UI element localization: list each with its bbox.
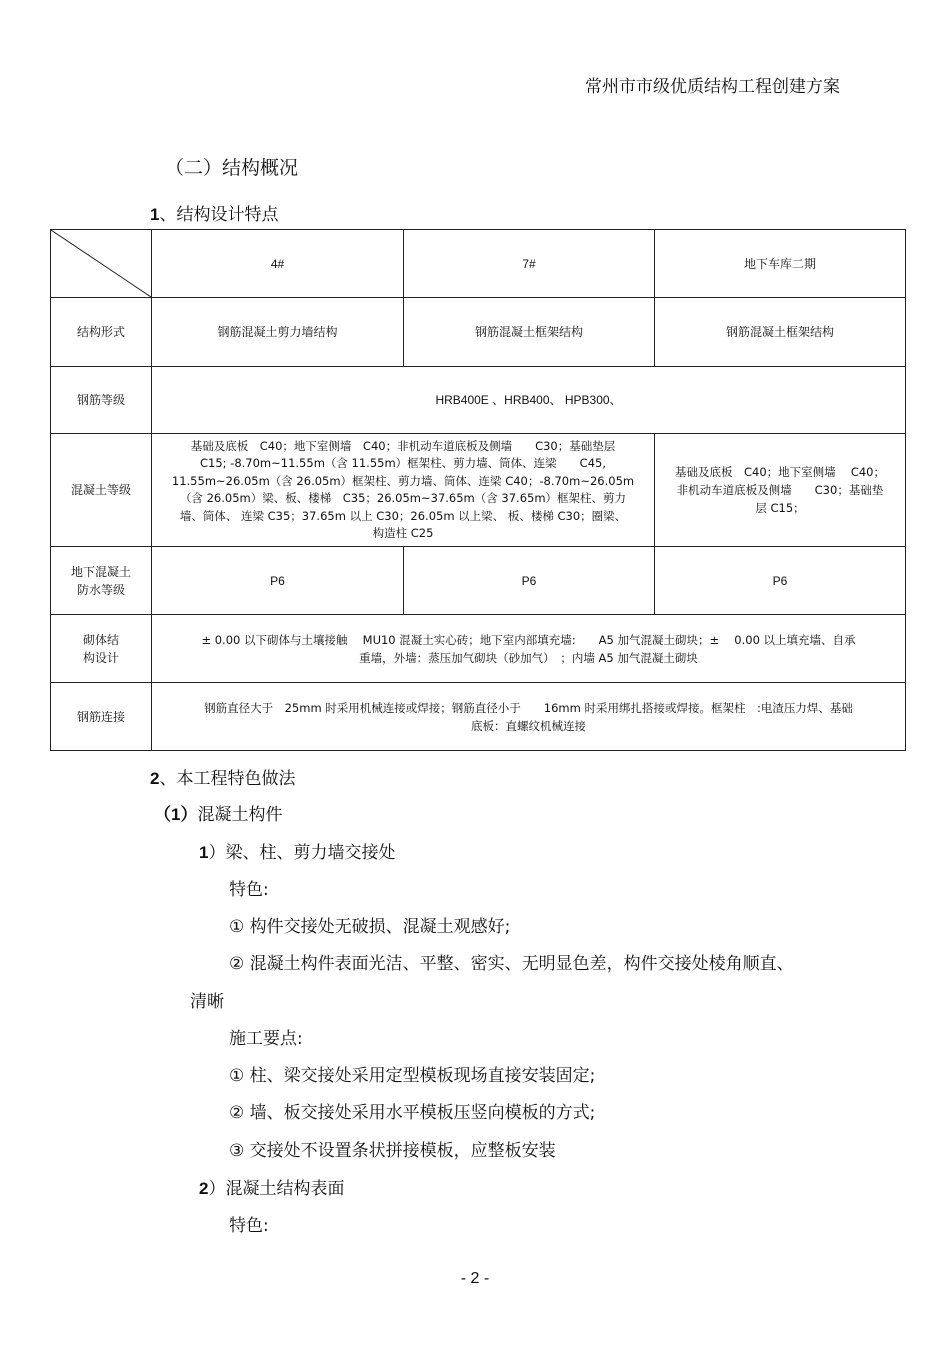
masonry-line: ± 0.00 以下砌体与土壤接触 MU10 混凝土实心砖；地下室内部填充墙: A5 加气混凝土砌块；± 0.00 以上填充墙、自承 bbox=[201, 632, 856, 647]
cell-concrete-grade-4-7 bbox=[152, 434, 655, 547]
row-label-masonry-design bbox=[51, 615, 152, 683]
concrete-line: 11.55m~26.05m（含 26.05m）框架柱、剪力墙、筒体、连梁 C40；-8.70m~26.05m bbox=[171, 473, 635, 488]
table-row-rebar-connection bbox=[51, 683, 906, 751]
cell-masonry-design bbox=[152, 615, 906, 683]
item-1-heading bbox=[154, 800, 282, 825]
table-row-structure-form bbox=[51, 298, 906, 367]
subsection-1-number: 1 bbox=[150, 205, 160, 224]
subsection-2-number: 2 bbox=[150, 769, 160, 788]
cell-waterproof-garage: P6 bbox=[655, 547, 906, 615]
column-header-7: 7# bbox=[404, 230, 655, 298]
item-1-number: （1） bbox=[154, 805, 198, 824]
structure-design-table bbox=[50, 229, 906, 751]
row-label-line: 砌体结 bbox=[82, 632, 119, 647]
concrete-line: 构造柱 C25 bbox=[372, 526, 434, 540]
feature-label-2: 特色: bbox=[229, 1216, 269, 1236]
sub-a-text: ）梁、柱、剪力墙交接处 bbox=[208, 843, 396, 863]
row-label-line: 地下混凝土 bbox=[70, 564, 131, 579]
concrete-line: 基础及底板 C40；地下室侧墙 C40；非机动车道底板及侧墙 C30；基础垫层 bbox=[190, 438, 616, 453]
connection-line: 钢筋直径大于 25mm 时采用机械连接或焊接；钢筋直径小于 16mm 时采用绑扎搭接或焊接。框架柱 :电渣压力焊、基础 bbox=[204, 700, 853, 715]
subsection-2-text: 、本工程特色做法 bbox=[159, 769, 296, 789]
key-point-3: ③ 交接处不设置条状拼接模板，应整板安装 bbox=[229, 1141, 556, 1161]
column-header-garage: 地下车库二期 bbox=[655, 230, 906, 298]
sub-b-number: 2 bbox=[199, 1179, 209, 1198]
connection-line: 底板：直螺纹机械连接 bbox=[471, 718, 586, 733]
row-label-structure-form: 结构形式 bbox=[51, 298, 152, 367]
page-number: - 2 - bbox=[460, 1270, 490, 1287]
sub-a-number: 1 bbox=[199, 843, 209, 862]
table-row-concrete-grade bbox=[51, 434, 906, 547]
masonry-line: 重墙，外墙：蒸压加气砌块（砂加气） ；内墙 A5 加气混凝土砌块 bbox=[359, 650, 698, 665]
concrete-line: 非机动车道底板及侧墙 C30；基础垫 bbox=[676, 483, 884, 497]
cell-concrete-grade-garage bbox=[655, 434, 906, 547]
cell-waterproof-4: P6 bbox=[152, 547, 404, 615]
item-1-text: 混凝土构件 bbox=[197, 805, 283, 825]
cell-rebar-connection bbox=[152, 683, 906, 751]
cell-form-7: 钢筋混凝土框架结构 bbox=[404, 298, 655, 367]
sub-b-heading bbox=[199, 1174, 344, 1199]
feature-label: 特色: bbox=[229, 880, 269, 900]
concrete-line: C15; -8.70m~11.55m（含 11.55m）框架柱、剪力墙、筒体、连梁 C45, bbox=[199, 456, 606, 470]
table-row-masonry-design bbox=[51, 615, 906, 683]
key-points-label: 施工要点: bbox=[229, 1029, 303, 1049]
sub-b-text: ）混凝土结构表面 bbox=[208, 1179, 345, 1199]
feature-item-2: ② 混凝土构件表面光洁、平整、密实、无明显色差，构件交接处棱角顺直、 bbox=[229, 954, 794, 974]
cell-waterproof-7: P6 bbox=[404, 547, 655, 615]
table-row-waterproof-grade bbox=[51, 547, 906, 615]
row-label-line: 防水等级 bbox=[76, 582, 125, 597]
subsection-1-heading bbox=[150, 200, 278, 225]
section-title: （二）结构概况 bbox=[165, 157, 299, 179]
sub-a-heading bbox=[199, 838, 395, 863]
header-title: 常州市市级优质结构工程创建方案 bbox=[585, 77, 840, 97]
table-header-row bbox=[51, 230, 906, 298]
feature-item-2-continued: 清晰 bbox=[190, 992, 224, 1012]
key-point-1: ① 柱、梁交接处采用定型模板现场直接安装固定; bbox=[229, 1066, 596, 1086]
diagonal-line bbox=[51, 230, 151, 297]
row-label-line: 构设计 bbox=[82, 650, 119, 665]
concrete-line: 墙、筒体、 连梁 C35；37.65m 以上 C30；26.05m 以上梁、 板、楼梯 C30；圈梁、 bbox=[179, 508, 627, 523]
table-row-rebar-grade bbox=[51, 367, 906, 434]
concrete-line: （含 26.05m）梁、板、楼梯 C35；26.05m~37.65m（含 37.65m）框架柱、剪力 bbox=[179, 491, 627, 505]
column-header-4: 4# bbox=[152, 230, 404, 298]
row-label-concrete-grade: 混凝土等级 bbox=[51, 434, 152, 547]
key-point-2: ② 墙、板交接处采用水平模板压竖向模板的方式; bbox=[229, 1103, 596, 1123]
row-label-rebar-connection: 钢筋连接 bbox=[51, 683, 152, 751]
subsection-2-heading bbox=[150, 764, 295, 789]
diagonal-corner-cell bbox=[51, 230, 152, 298]
row-label-waterproof-grade bbox=[51, 547, 152, 615]
cell-form-4: 钢筋混凝土剪力墙结构 bbox=[152, 298, 404, 367]
concrete-line: 层 C15； bbox=[755, 501, 805, 515]
concrete-line: 基础及底板 C40；地下室侧墙 C40； bbox=[675, 465, 885, 479]
feature-item-1: ① 构件交接处无破损、混凝土观感好; bbox=[229, 917, 511, 937]
cell-rebar-grade: HRB400E 、HRB400、 HPB300、 bbox=[152, 367, 906, 434]
row-label-rebar-grade: 钢筋等级 bbox=[51, 367, 152, 434]
subsection-1-text: 、结构设计特点 bbox=[159, 205, 279, 225]
cell-form-garage: 钢筋混凝土框架结构 bbox=[655, 298, 906, 367]
